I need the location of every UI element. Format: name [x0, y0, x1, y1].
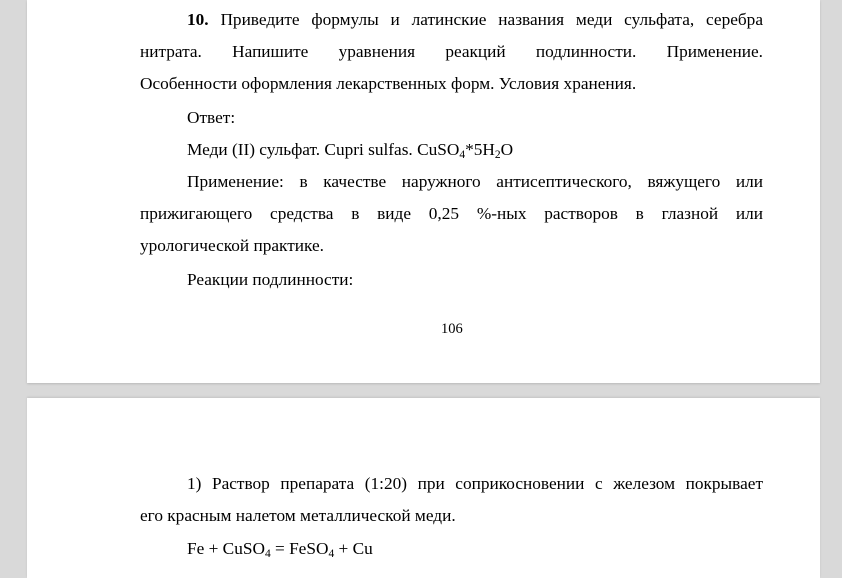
question-text-1: Приведите формулы и латинские названия меди сульфата, серебра	[208, 10, 763, 29]
compound-subscript-2: 2	[494, 149, 501, 161]
application-line-1: Применение: в качестве наружного антисептического, вяжущего или	[187, 172, 763, 191]
compound-suffix: O	[500, 140, 514, 159]
question-line-3: Особенности оформления лекарственных форм. Условия хранения.	[140, 74, 637, 93]
equation-part-3: + Cu	[334, 539, 373, 558]
question-line-2: нитрата. Напишите уравнения реакций подлинности. Применение.	[140, 42, 763, 61]
answer-label: Ответ:	[187, 108, 236, 127]
equation-part-1: Fe + CuSO	[187, 539, 265, 558]
reactions-label: Реакции подлинности:	[187, 270, 354, 289]
compound-line	[187, 140, 513, 160]
compound-prefix: Меди (II) сульфат. Cupri sulfas. CuSO	[187, 140, 460, 159]
reaction-equation	[187, 539, 373, 559]
question-line-1	[187, 10, 763, 30]
compound-subscript-4: 4	[459, 149, 466, 161]
page-number: 106	[441, 321, 463, 337]
equation-subscript-2: 4	[328, 548, 335, 560]
reaction1-line-2: его красным налетом металлической меди.	[140, 506, 456, 525]
document-page-106	[27, 0, 820, 383]
question-number: 10.	[187, 10, 209, 29]
compound-mid: *5H	[465, 140, 495, 159]
application-line-3: урологической практике.	[140, 236, 324, 255]
equation-subscript-1: 4	[264, 548, 271, 560]
equation-part-2: = FeSO	[270, 539, 329, 558]
document-page-next	[27, 398, 820, 578]
reaction1-line-1: 1) Раствор препарата (1:20) при соприкосновении с железом покрывает	[187, 474, 763, 493]
application-line-2: прижигающего средства в виде 0,25 %-ных растворов в глазной или	[140, 204, 763, 223]
